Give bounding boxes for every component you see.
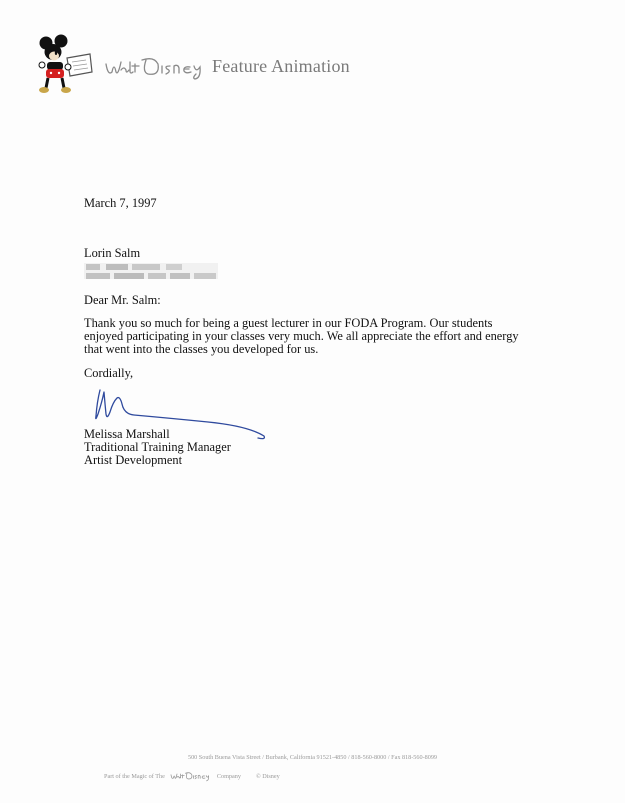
closing: Cordially, [84,366,134,380]
body-line: Thank you so much for being a guest lecturer in our FODA Program. Our students [84,316,493,330]
body-line: enjoyed participating in your classes very much. We all appreciate the effort and energy [84,329,519,343]
redacted-address [84,261,218,281]
letter-date: March 7, 1997 [84,196,157,210]
copyright: © Disney [255,772,280,780]
footer-magic-prefix: Part of the Magic of The [104,772,165,780]
signer-title: Traditional Training Manager [84,440,231,454]
division-title: Feature Animation [212,56,350,76]
footer-address: 500 South Buena Vista Street / Burbank, California 91521-4850 / 818-560-8000 / Fax 818-560-8099 [187,754,438,761]
walt-disney-logo [104,52,208,82]
footer-magic-suffix: Company [216,772,241,780]
mickey-mouse-drawing-icon [34,34,96,96]
recipient-name: Lorin Salm [84,246,141,260]
letter-body [84,317,519,356]
salutation: Dear Mr. Salm: [84,293,161,307]
footer-tagline [104,770,280,782]
signer-name: Melissa Marshall [84,427,170,441]
footer-walt-disney-logo [168,770,214,782]
body-line: that went into the classes you developed for us. [84,342,319,356]
signer-block [84,428,231,467]
signer-department: Artist Development [84,453,183,467]
